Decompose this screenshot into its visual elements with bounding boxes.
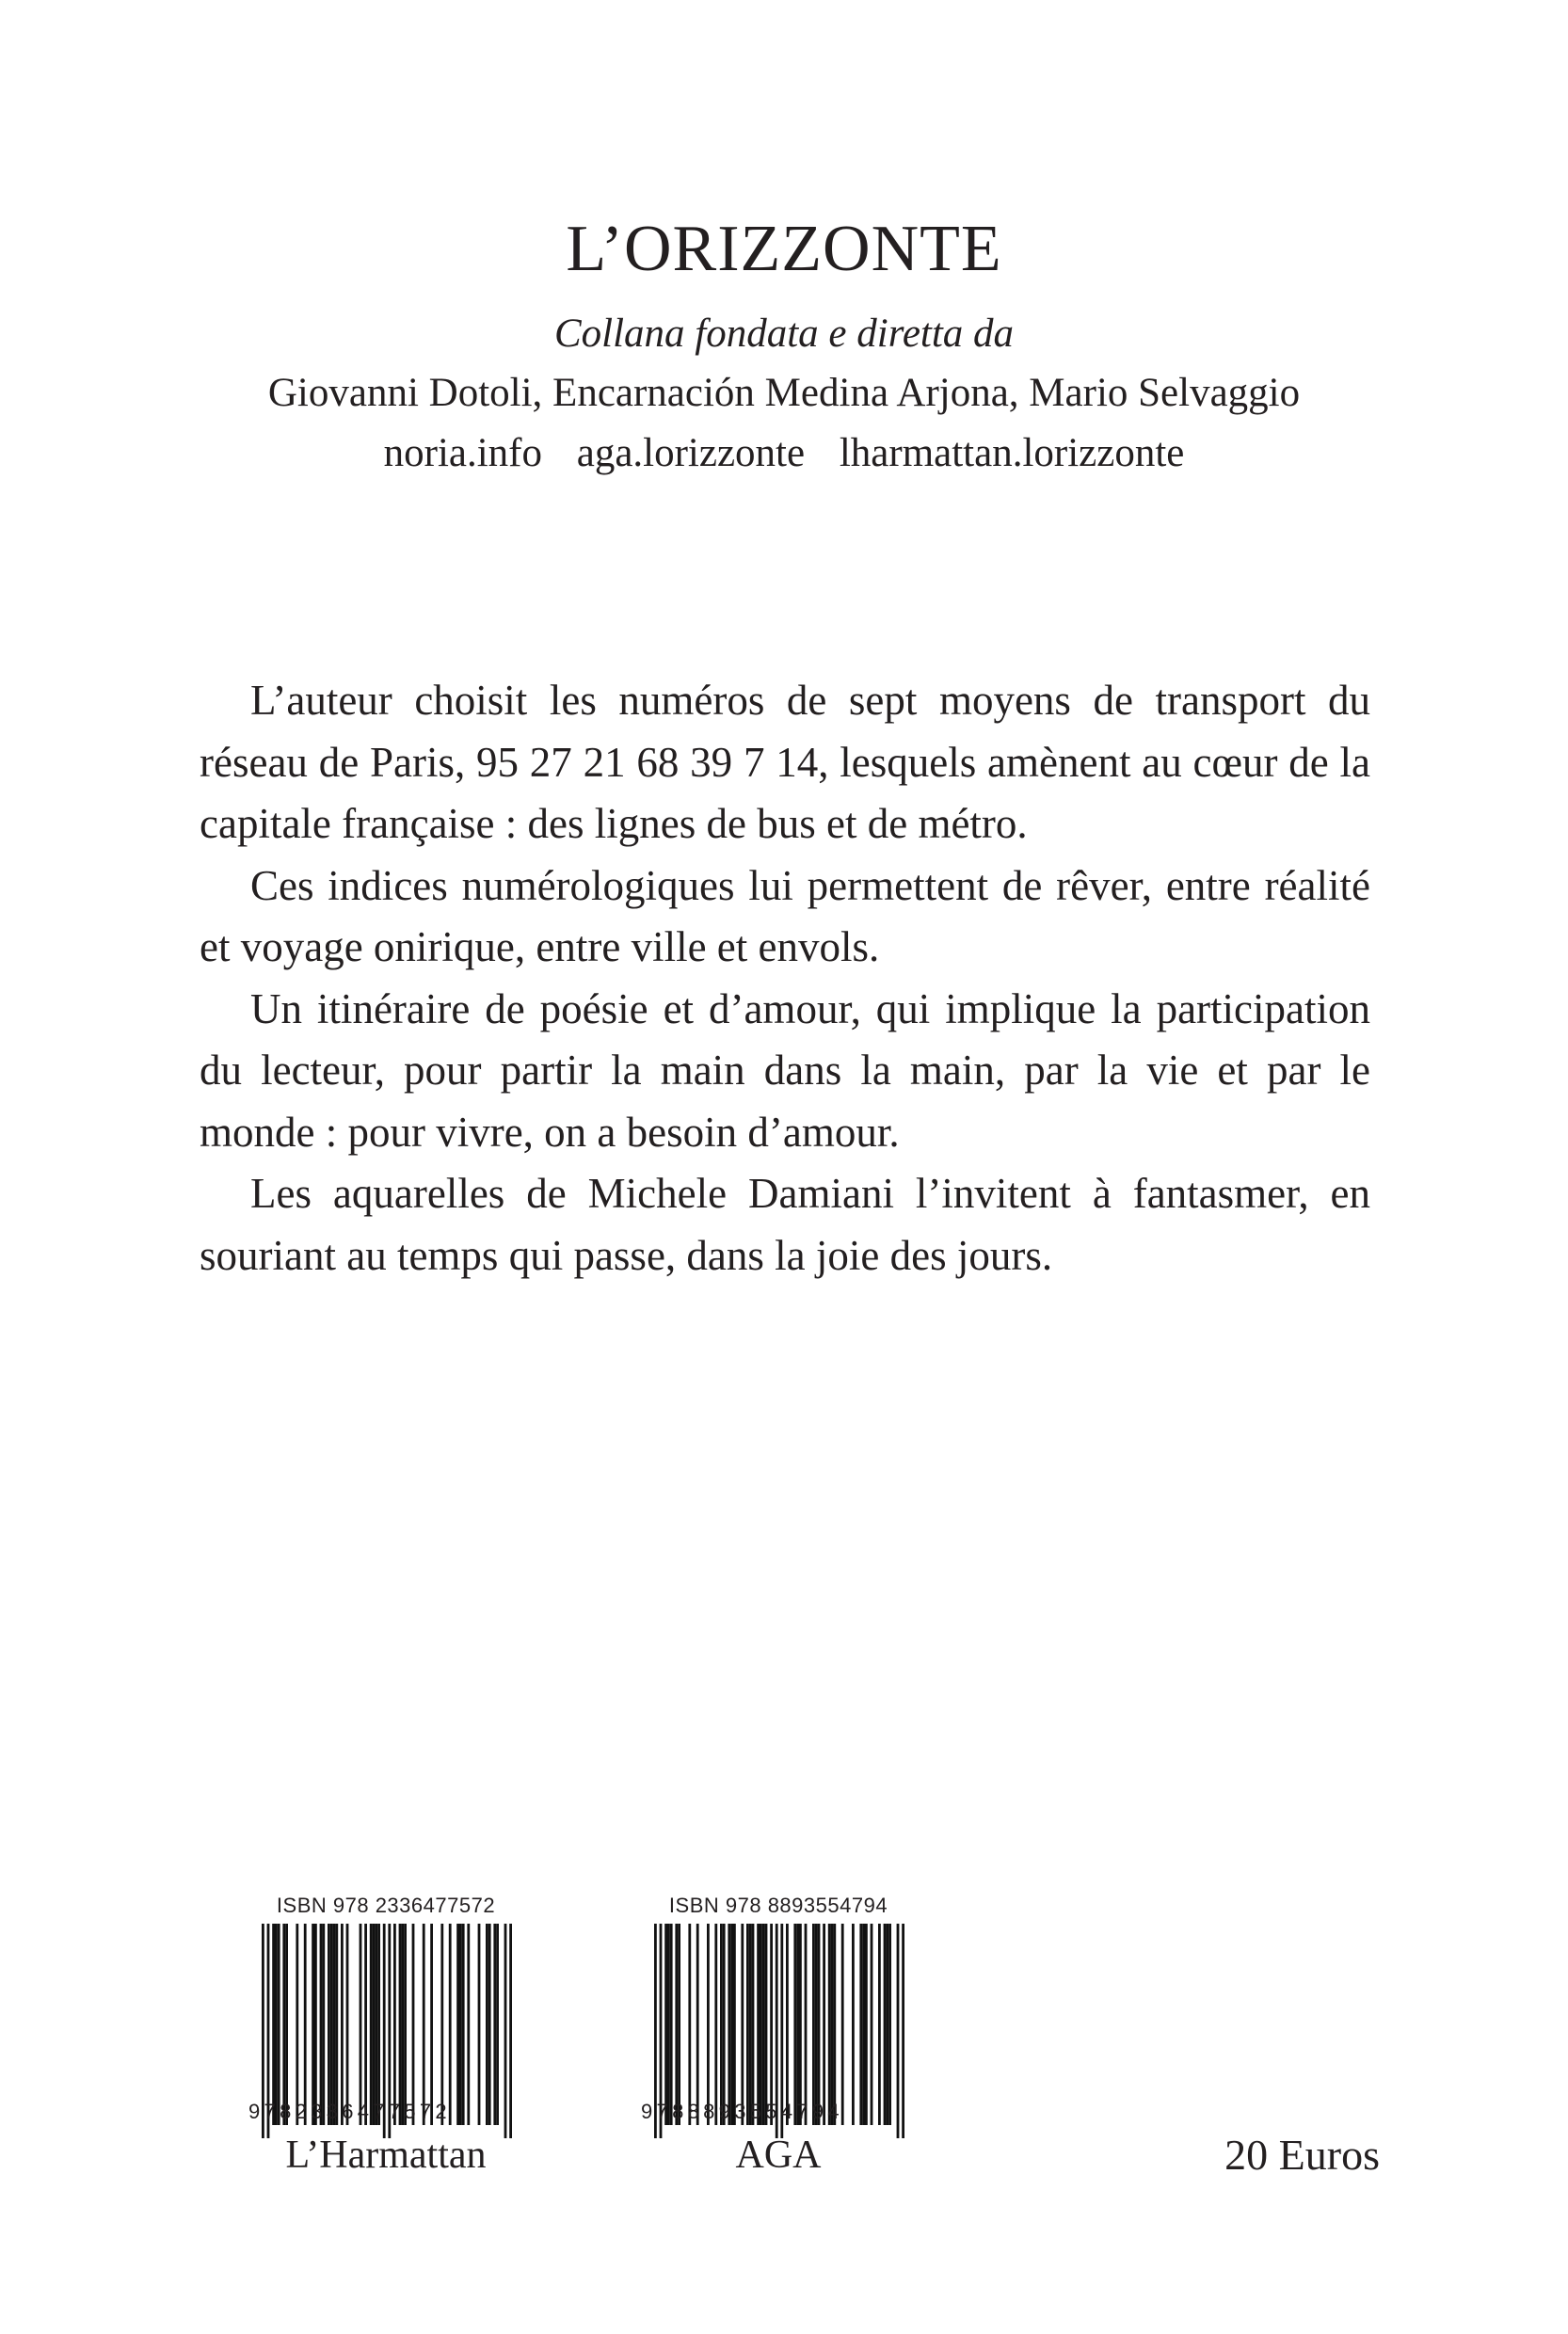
barcode-bar [346, 1924, 349, 2125]
barcode-bar [430, 1924, 433, 2125]
barcode-bar [449, 1924, 452, 2125]
barcode-bar [688, 1924, 691, 2125]
publisher-aga: AGA [735, 2134, 822, 2177]
barcode-bar [373, 1924, 376, 2125]
barcode-bar [304, 1924, 307, 2125]
barcode-bar [733, 1924, 736, 2125]
barcode-bar [393, 1924, 396, 2125]
barcode-bar [360, 1924, 362, 2125]
barcode-bar [401, 1924, 404, 2125]
barcode-bar [333, 1924, 336, 2125]
barcode-bar [760, 1924, 762, 2125]
barcode-bar [335, 1924, 338, 2125]
website-aga: aga.lorizzonte [576, 431, 806, 475]
barcode-bar [375, 1924, 377, 2125]
barcode-bar [670, 1924, 673, 2125]
barcode-bar [322, 1924, 325, 2125]
barcode-bar [462, 1924, 465, 2125]
barcode-bar [377, 1924, 380, 2125]
barcode-bar [496, 1924, 499, 2125]
barcode-bar [312, 1924, 314, 2125]
barcode-bar [886, 1924, 888, 2125]
barcode-bar [296, 1924, 298, 2125]
barcode-bar [884, 1924, 887, 2125]
barcode-bar [404, 1924, 407, 2125]
barcode-bar [815, 1924, 818, 2125]
ean-digits: 9788893554794 [641, 2100, 843, 2123]
barcode-bar [818, 1924, 821, 2125]
blurb-paragraph: Un itinéraire de poésie et d’amour, qui implique la participation du lecteur, pour partir la main dans la main, par la vie et par le monde : pour vivre, on a besoin d’amour. [200, 984, 1370, 1156]
barcode-bar [478, 1924, 481, 2125]
barcode-bar [370, 1924, 373, 2125]
barcode-bar [696, 1924, 699, 2125]
barcode-bar [762, 1924, 765, 2125]
blurb-paragraph: Ces indices numérologiques lui permettent de rêver, entre réalité et voyage onirique, entre ville et envols. [200, 861, 1370, 970]
website-noria: noria.info [383, 431, 542, 475]
series-websites [0, 425, 1568, 482]
barcode-bar [675, 1924, 678, 2125]
barcode-bar [285, 1924, 288, 2125]
series-subtitle: Collana fondata e diretta da [553, 312, 1015, 356]
website-harmattan: lharmattan.lorizzonte [839, 431, 1185, 475]
barcode-bar [859, 1924, 862, 2125]
barcode-bar [488, 1924, 491, 2125]
barcode-bar [493, 1924, 496, 2125]
barcode-bar [833, 1924, 836, 2125]
barcode-bar [664, 1924, 667, 2125]
barcode-bar [714, 1924, 717, 2125]
price: 20 Euros [1224, 2131, 1380, 2179]
barcode-bar [796, 1924, 799, 2125]
barcode-bar [823, 1924, 825, 2125]
barcode-block-aga [641, 1894, 916, 2150]
back-cover-blurb [200, 670, 1370, 1287]
barcode-bar [341, 1924, 344, 2125]
barcode-bar [320, 1924, 323, 2125]
barcode-bar [871, 1924, 873, 2125]
barcode-bar [793, 1924, 796, 2125]
barcode-bar [486, 1924, 488, 2125]
isbn-label: ISBN 978 2336477572 [276, 1894, 496, 1917]
barcode-block-harmattan [248, 1894, 523, 2150]
barcode-bar [765, 1924, 768, 2125]
barcode-bar [723, 1924, 726, 2125]
barcode-bar [456, 1924, 459, 2125]
barcode-bar [757, 1924, 760, 2125]
barcode-bar [888, 1924, 891, 2125]
series-directors: Giovanni Dotoli, Encarnación Medina Arjona, Mario Selvaggio [267, 371, 1301, 415]
ean-digits: 9782336477572 [248, 2100, 451, 2123]
barcode-bar [752, 1924, 755, 2125]
barcode-bar [275, 1924, 278, 2125]
barcode-bar [707, 1924, 710, 2125]
barcode-bar [459, 1924, 462, 2125]
barcode-bar [730, 1924, 733, 2125]
barcode-bar [852, 1924, 855, 2125]
barcode-bar [330, 1924, 333, 2125]
barcode-bar [749, 1924, 752, 2125]
barcode-bar [865, 1924, 868, 2125]
barcode-bar [364, 1924, 367, 2125]
barcode-bar [831, 1924, 834, 2125]
barcode-bar [272, 1924, 275, 2125]
series-title: L’ORIZZONTE [566, 213, 1002, 285]
barcode-bar [667, 1924, 670, 2125]
barcode-bar [786, 1924, 789, 2125]
barcode-bar [805, 1924, 808, 2125]
barcode-bar [423, 1924, 425, 2125]
barcode-bar [282, 1924, 285, 2125]
barcode-bar [314, 1924, 317, 2125]
barcode-bar [799, 1924, 802, 2125]
barcode-bar [862, 1924, 865, 2125]
barcode-bar [278, 1924, 280, 2125]
barcode-bar [812, 1924, 815, 2125]
barcode-bar [828, 1924, 831, 2125]
barcode-bar [678, 1924, 680, 2125]
blurb-paragraph: Les aquarelles de Michele Damiani l’invitent à fantasmer, en souriant au temps qui passe, dans la joie des jours. [200, 1170, 1370, 1279]
barcode-bar [770, 1924, 773, 2125]
barcode-bar [720, 1924, 723, 2125]
barcode-bar [841, 1924, 844, 2125]
publisher-harmattan: L’Harmattan [285, 2134, 487, 2177]
barcode-bar [878, 1924, 881, 2125]
barcode-bar [440, 1924, 443, 2125]
blurb-paragraph: L’auteur choisit les numéros de sept moyens de transport du réseau de Paris, 95 27 21 68 39 7 14, lesquels amènent au cœur de la capitale française : des lignes de bus et de métro. [200, 677, 1370, 847]
barcode-bar [328, 1924, 330, 2125]
barcode-bar [746, 1924, 749, 2125]
barcode-bar [728, 1924, 730, 2125]
barcode-bar [412, 1924, 415, 2125]
barcode-bar [741, 1924, 744, 2125]
isbn-label: ISBN 978 8893554794 [668, 1894, 888, 1917]
barcode-bar [467, 1924, 470, 2125]
barcode-bar [399, 1924, 402, 2125]
